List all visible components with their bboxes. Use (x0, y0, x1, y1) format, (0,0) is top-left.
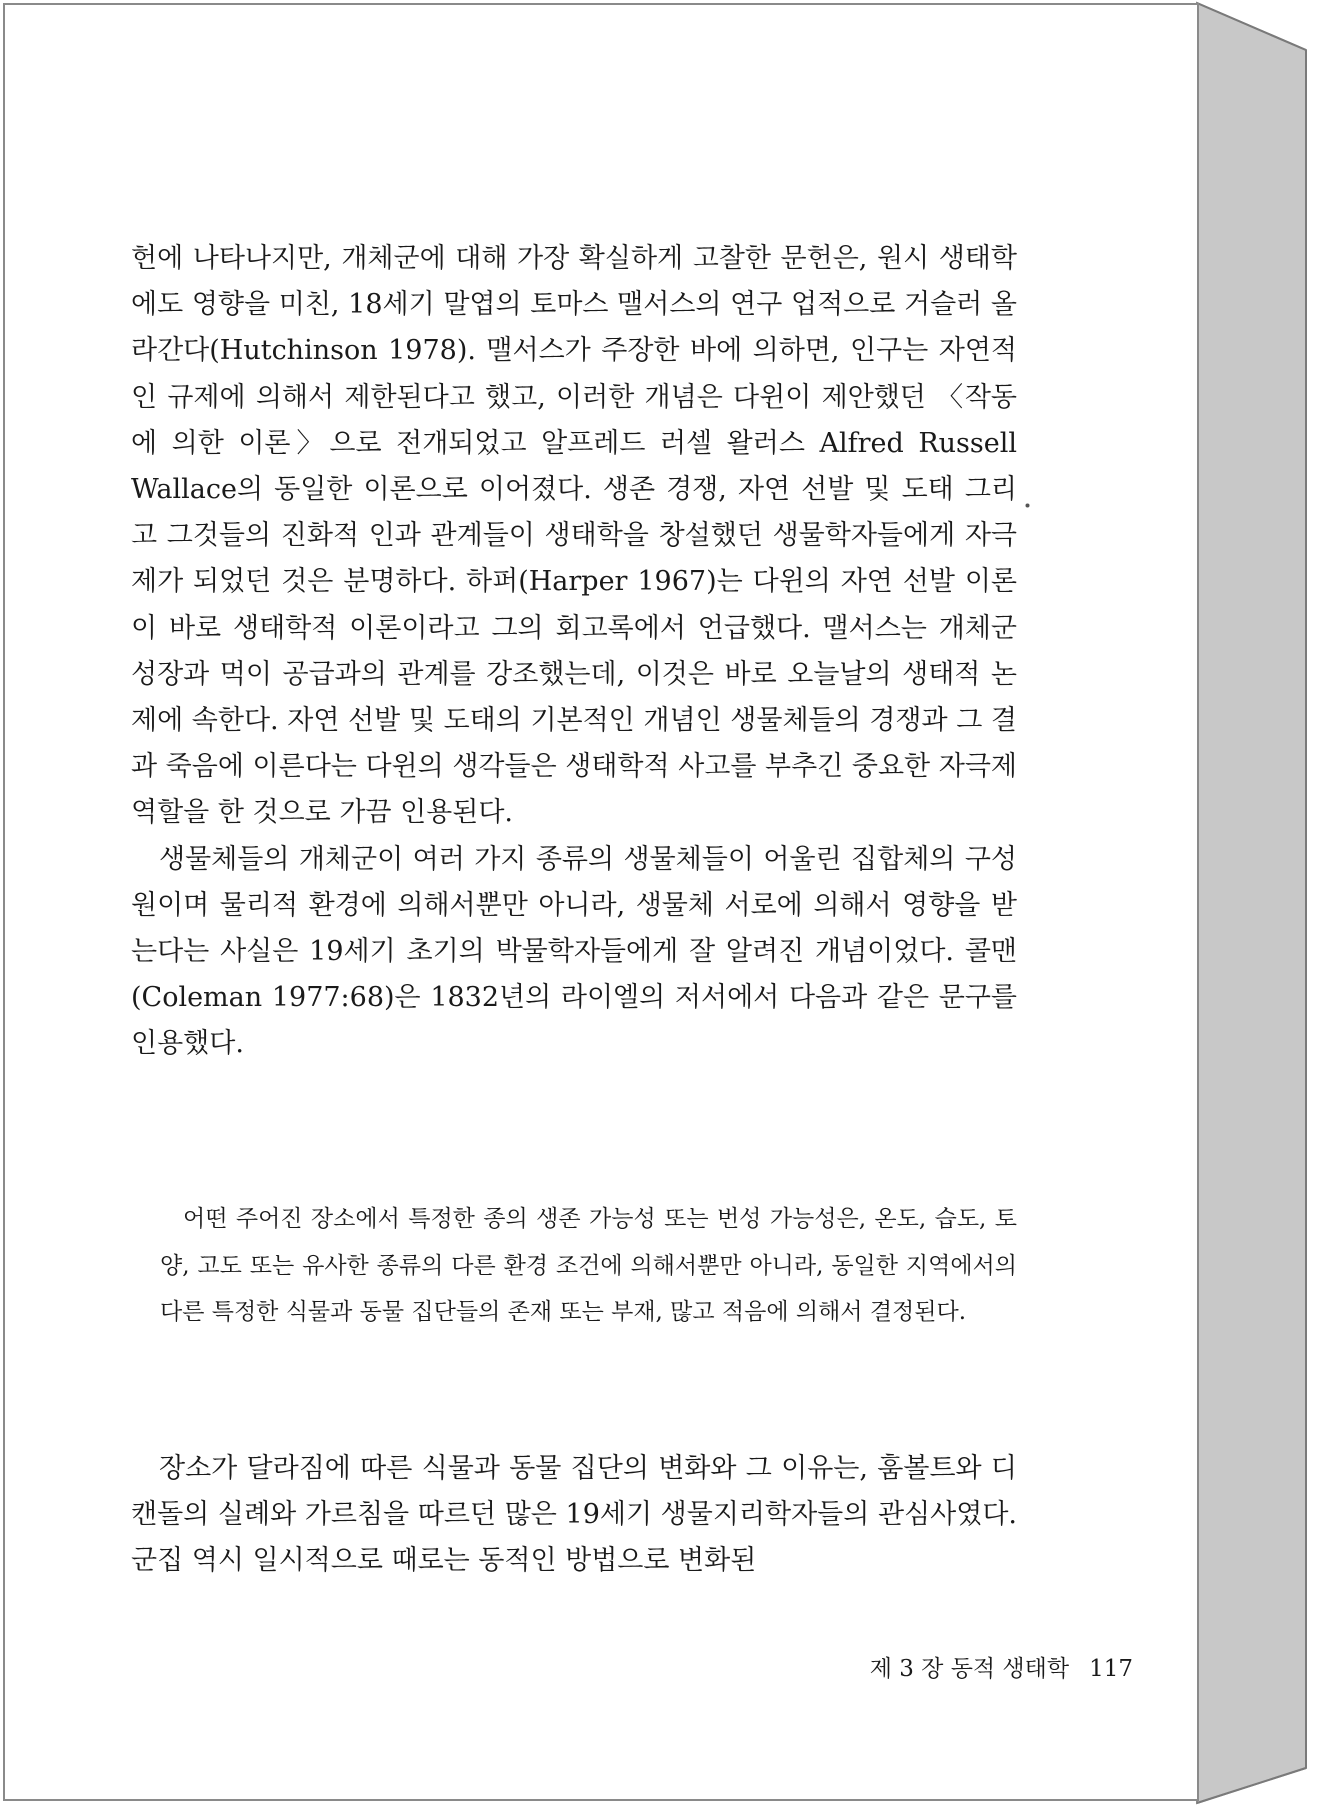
page-footer (870, 1650, 1133, 1683)
book-side-face (1197, 3, 1306, 1803)
block-quote: 어떤 주어진 장소에서 특정한 종의 생존 가능성 또는 번성 가능성은, 온도, 습도, 토양, 고도 또는 유사한 종류의 다른 환경 조건에 의해서뿐만 아니라, 동일한 지역에서의 다른 특정한 식물과 동물 집단들의 존재 또는 부재, 많고 적음에 의해서 결정된다. (160, 1206, 1017, 1325)
closing-text (131, 1446, 1017, 1585)
paragraph-1: 헌에 나타나지만, 개체군에 대해 가장 확실하게 고찰한 문헌은, 원시 생태학에도 영향을 미친, 18세기 말엽의 토마스 맬서스의 연구 업적으로 거슬러 올라간다(Hutchinson 1978). 맬서스가 주장한 바에 의하면, 인구는 자연적인 규제에 의해서 제한된다고 했고, 이러한 개념은 다윈이 제안했던 〈작동에 의한 이론〉으로 전개되었고 알프레드 러셀 왈러스 Alfred Russell Wallace의 동일한 이론으로 이어졌다. 생존 경쟁, 자연 선발 및 도태 그리고 그것들의 진화적 인과 관계들이 생태학을 창설했던 생물학자들에게 자극제가 되었던 것은 분명하다. 하퍼(Harper 1967)는 다윈의 자연 선발 이론이 바로 생태학적 이론이라고 그의 회고록에서 언급했다. 맬서스는 개체군 성장과 먹이 공급과의 관계를 강조했는데, 이것은 바로 오늘날의 생태적 논제에 속한다. 자연 선발 및 도태의 기본적인 개념인 생물체들의 경쟁과 그 결과 죽음에 이른다는 다윈의 생각들은 생태학적 사고를 부추긴 중요한 자극제 역할을 한 것으로 가끔 인용된다. (131, 243, 1017, 829)
page-number: 117 (1089, 1656, 1133, 1682)
stray-mark (1024, 502, 1031, 509)
chapter-title: 제 3 장 동적 생태학 (869, 1656, 1070, 1682)
paragraph-2: 생물체들의 개체군이 여러 가지 종류의 생물체들이 어울린 집합체의 구성원이며 물리적 환경에 의해서뿐만 아니라, 생물체 서로에 의해서 영향을 받는다는 사실은 19세기 초기의 박물학자들에게 잘 알려진 개념이었다. 콜맨(Coleman 1977:68)은 1832년의 라이엘의 저서에서 다음과 같은 문구를 인용했다. (131, 843, 1017, 1060)
main-text (131, 236, 1017, 1068)
paragraph-3: 장소가 달라짐에 따른 식물과 동물 집단의 변화와 그 이유는, 훔볼트와 디캔돌의 실례와 가르침을 따르던 많은 19세기 생물지리학자들의 관심사였다. 군집 역시 일시적으로 때로는 동적인 방법으로 변화된 (131, 1453, 1017, 1577)
